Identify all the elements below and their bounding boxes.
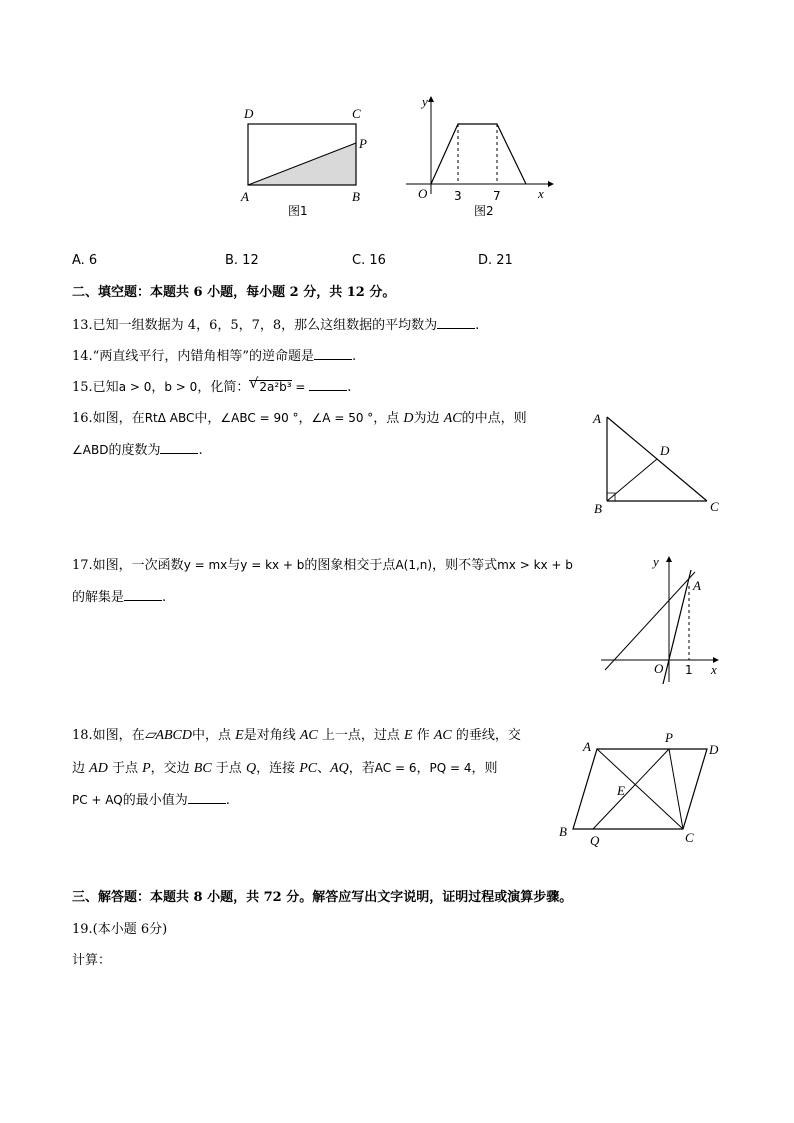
fig1-rectangle: [240, 106, 367, 218]
fig2-label-y: y: [422, 94, 428, 109]
question-15: 15.已知a > 0，b > 0，化简： √ 2a²b³ = .: [72, 376, 352, 395]
q18-label-b: B: [559, 824, 567, 839]
question-19-instruction: 计算：: [72, 953, 112, 968]
question-18-line3: PC + AQ的最小值为 .: [72, 793, 230, 808]
q18-figure: [555, 730, 730, 850]
fig2-label-x: x: [538, 186, 544, 201]
question-19-title: 19.(本小题 6分): [72, 922, 168, 937]
answer-blank-16[interactable]: [160, 441, 198, 454]
answer-blank-13[interactable]: [437, 316, 475, 329]
question-17-line2: 的解集是 .: [72, 590, 167, 605]
q18-label-e: E: [617, 783, 625, 798]
fig2-tick-7: 7: [493, 189, 501, 203]
fig1-caption: 图1: [288, 204, 308, 218]
option-b: B. 12: [225, 253, 259, 268]
sqrt-expression: √ 2a²b³: [249, 376, 292, 394]
option-a: A. 6: [72, 253, 98, 268]
q16-label-a: A: [593, 411, 601, 426]
answer-blank-15[interactable]: [309, 378, 347, 391]
answer-blank-14[interactable]: [314, 347, 352, 360]
q17-label-o: O: [654, 661, 664, 676]
fig1-label-d: D: [244, 106, 254, 121]
fig2-graph: [406, 94, 554, 218]
q17-label-y: y: [653, 554, 659, 569]
question-16-line1: 16.如图，在RtΔ ABC中，∠ABC = 90 °，∠A = 50 °，点 D为边 AC的中点，则: [72, 411, 527, 426]
q17-label-x: x: [711, 662, 717, 677]
fig2-label-o: O: [418, 186, 428, 201]
option-c: C. 16: [352, 253, 386, 268]
q18-label-q: Q: [590, 833, 600, 848]
q18-label-c: C: [685, 830, 694, 845]
q18-label-p: P: [665, 730, 673, 745]
question-18-line2: 边 AD 于点 P，交边 BC 于点 Q，连接 PC、AQ，若AC = 6，PQ = 4，则: [72, 761, 498, 776]
q18-label-d: D: [709, 742, 719, 757]
fig1-label-b: B: [352, 189, 360, 204]
q16-label-d: D: [660, 443, 670, 458]
q18-label-a: A: [583, 739, 591, 754]
q12-figures: [230, 90, 560, 225]
fig2-caption: 图2: [474, 204, 494, 218]
q16-label-b: B: [594, 501, 602, 516]
question-17-line1: 17.如图，一次函数y = mx与y = kx + b的图象相交于点A(1,n)，则不等式mx > kx + b: [72, 558, 573, 573]
question-18-line1: 18.如图，在▱ABCD中，点 E是对角线 AC 上一点，过点 E 作 AC 的垂线，交: [72, 728, 521, 743]
question-14: 14.“两直线平行，内错角相等”的逆命题是 .: [72, 349, 357, 364]
q17-tick-1: 1: [685, 663, 693, 677]
fig1-label-a: A: [241, 189, 249, 204]
fig1-label-c: C: [352, 106, 361, 121]
answer-blank-18[interactable]: [188, 791, 226, 804]
q17-label-a: A: [693, 578, 701, 593]
q16-figure: [588, 405, 728, 520]
option-d: D. 21: [478, 253, 513, 268]
fig1-label-p: P: [359, 136, 367, 151]
fig2-tick-3: 3: [454, 189, 462, 203]
answer-blank-17[interactable]: [124, 588, 162, 601]
section2-heading: 二、填空题：本题共 6 小题，每小题 2 分，共 12 分。: [72, 285, 396, 300]
question-13: 13.已知一组数据为 4，6，5，7，8，那么这组数据的平均数为 .: [72, 318, 480, 333]
question-16-line2: ∠ABD的度数为 .: [72, 443, 203, 458]
q16-label-c: C: [710, 499, 719, 514]
q17-figure: [595, 550, 725, 685]
section3-heading: 三、解答题：本题共 8 小题，共 72 分。解答应写出文字说明，证明过程或演算步骤。: [72, 890, 573, 905]
